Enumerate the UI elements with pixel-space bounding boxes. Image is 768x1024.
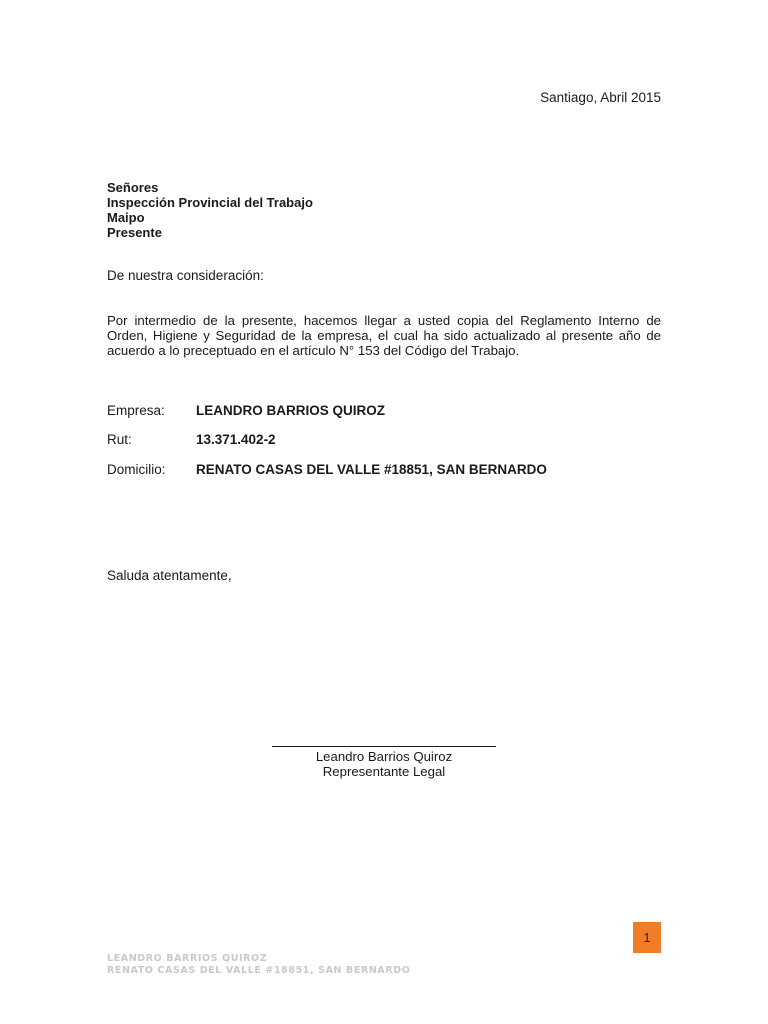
letter-body: Por intermedio de la presente, hacemos llegar a usted copia del Reglamento Interno de Orden, Higiene y Seguridad de la empresa, el cual ha sido actualizado al presente año de acuerdo a lo preceptuado en el artículo N° 153 del Código del Trabajo. — [107, 313, 661, 358]
signature-line — [272, 734, 496, 747]
info-row-rut — [107, 432, 276, 447]
signature-title: Representante Legal — [322, 764, 446, 779]
page-number-badge — [633, 922, 661, 953]
recipient-line-1: Señores — [107, 180, 159, 195]
rut-label: Rut: — [107, 432, 132, 447]
footer-line-1: LEANDRO BARRIOS QUIROZ — [107, 953, 268, 964]
rut-value: 13.371.402-2 — [196, 432, 276, 447]
letter-greeting: De nuestra consideración: — [107, 268, 264, 283]
page-number: 1 — [643, 930, 651, 945]
letter-closing: Saluda atentamente, — [107, 568, 232, 583]
info-row-domicilio — [107, 462, 547, 477]
page-footer — [107, 953, 410, 977]
info-row-empresa — [107, 403, 385, 418]
recipient-line-3: Maipo — [107, 210, 145, 225]
recipient-line-2: Inspección Provincial del Trabajo — [107, 195, 313, 210]
letter-date: Santiago, Abril 2015 — [540, 90, 661, 105]
footer-line-2: RENATO CASAS DEL VALLE #18851, SAN BERNARDO — [107, 965, 411, 976]
recipient-line-4: Presente — [107, 225, 162, 240]
empresa-label: Empresa: — [107, 403, 165, 418]
domicilio-label: Domicilio: — [107, 462, 166, 477]
signature-name: Leandro Barrios Quiroz — [315, 749, 453, 764]
empresa-value: LEANDRO BARRIOS QUIROZ — [196, 403, 385, 418]
signature-block — [272, 734, 496, 779]
domicilio-value: RENATO CASAS DEL VALLE #18851, SAN BERNARDO — [196, 462, 547, 477]
recipient-block — [107, 180, 313, 240]
